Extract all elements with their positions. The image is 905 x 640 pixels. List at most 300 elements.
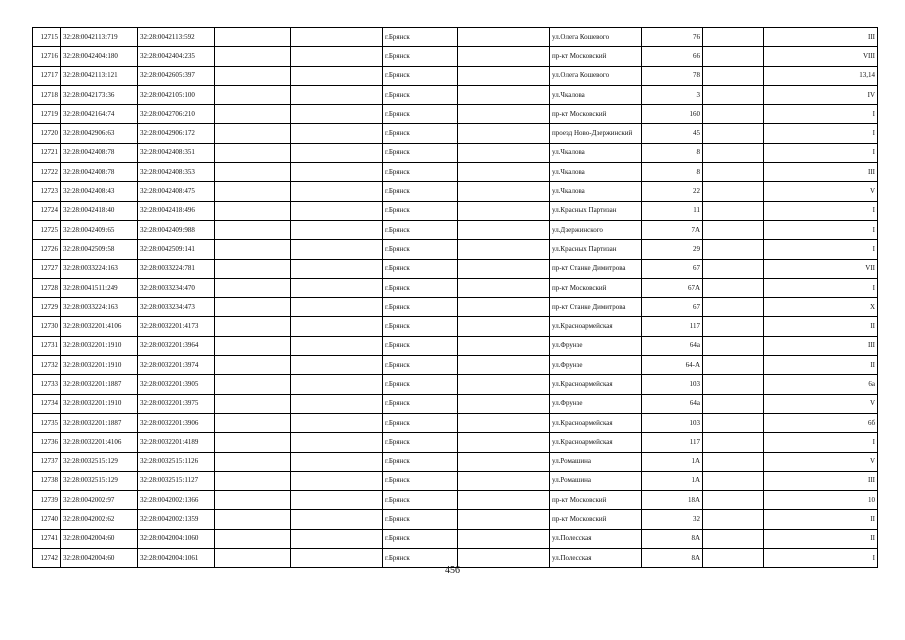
- cell-empty: [458, 336, 550, 355]
- cell-house-number: 103: [642, 375, 703, 394]
- cell-parcel-cadastral-number: 32:28:0042002:97: [61, 491, 138, 510]
- cell-street: пр-кт Московский: [550, 105, 642, 124]
- cell-empty: [458, 452, 550, 471]
- cell-empty: [458, 124, 550, 143]
- cell-object-cadastral-number: 32:28:0042404:235: [138, 47, 215, 66]
- cell-empty: [703, 413, 764, 432]
- cell-empty: [458, 163, 550, 182]
- cell-empty: [291, 163, 383, 182]
- cell-record-number: 12737: [33, 452, 61, 471]
- cell-house-number: 32: [642, 510, 703, 529]
- cell-empty: [291, 471, 383, 490]
- cell-empty: [458, 375, 550, 394]
- cell-house-number: 78: [642, 66, 703, 85]
- cell-city: г.Брянск: [383, 163, 458, 182]
- cell-premises-number: I: [764, 201, 878, 220]
- table-row: [33, 298, 878, 317]
- cell-city: г.Брянск: [383, 336, 458, 355]
- cell-object-cadastral-number: 32:28:0042408:351: [138, 143, 215, 162]
- cell-city: г.Брянск: [383, 85, 458, 104]
- cell-parcel-cadastral-number: 32:28:0032201:4106: [61, 433, 138, 452]
- cell-object-cadastral-number: 32:28:0042409:988: [138, 220, 215, 239]
- cell-parcel-cadastral-number: 32:28:0042408:78: [61, 143, 138, 162]
- cell-object-cadastral-number: 32:28:0042004:1060: [138, 529, 215, 548]
- cell-record-number: 12734: [33, 394, 61, 413]
- cell-premises-number: X: [764, 298, 878, 317]
- table-row: [33, 220, 878, 239]
- cell-parcel-cadastral-number: 32:28:0032201:1910: [61, 336, 138, 355]
- cell-record-number: 12741: [33, 529, 61, 548]
- cell-street: ул.Красноармейская: [550, 375, 642, 394]
- cell-street: ул.Дзержинского: [550, 220, 642, 239]
- cell-street: ул.Чкалова: [550, 182, 642, 201]
- cell-premises-number: I: [764, 124, 878, 143]
- cell-empty: [703, 529, 764, 548]
- cell-empty: [703, 298, 764, 317]
- cell-premises-number: II: [764, 529, 878, 548]
- cell-empty: [291, 85, 383, 104]
- cell-object-cadastral-number: 32:28:0032201:3905: [138, 375, 215, 394]
- cell-house-number: 22: [642, 182, 703, 201]
- table-row: [33, 47, 878, 66]
- cell-empty: [458, 182, 550, 201]
- cell-object-cadastral-number: 32:28:0042418:496: [138, 201, 215, 220]
- cell-street: пр-кт Станке Димитрова: [550, 259, 642, 278]
- cell-empty: [703, 510, 764, 529]
- cell-premises-number: II: [764, 510, 878, 529]
- cell-empty: [215, 240, 291, 259]
- cell-object-cadastral-number: 32:28:0042004:1061: [138, 549, 215, 568]
- cell-empty: [703, 259, 764, 278]
- cell-object-cadastral-number: 32:28:0032201:3906: [138, 413, 215, 432]
- cell-city: г.Брянск: [383, 143, 458, 162]
- cell-record-number: 12733: [33, 375, 61, 394]
- cell-house-number: 117: [642, 433, 703, 452]
- cell-record-number: 12742: [33, 549, 61, 568]
- cell-empty: [458, 143, 550, 162]
- cell-object-cadastral-number: 32:28:0042113:592: [138, 28, 215, 47]
- cell-empty: [458, 298, 550, 317]
- cell-street: ул.Чкалова: [550, 85, 642, 104]
- cell-city: г.Брянск: [383, 259, 458, 278]
- cell-house-number: 117: [642, 317, 703, 336]
- cell-empty: [291, 47, 383, 66]
- cell-empty: [291, 356, 383, 375]
- cell-parcel-cadastral-number: 32:28:0042173:36: [61, 85, 138, 104]
- cell-empty: [703, 240, 764, 259]
- cell-empty: [458, 240, 550, 259]
- cell-parcel-cadastral-number: 32:28:0032515:129: [61, 471, 138, 490]
- cell-empty: [291, 317, 383, 336]
- cell-empty: [291, 105, 383, 124]
- cell-empty: [215, 471, 291, 490]
- cell-street: пр-кт Московский: [550, 278, 642, 297]
- cell-empty: [703, 356, 764, 375]
- table-row: [33, 259, 878, 278]
- cell-house-number: 64а: [642, 394, 703, 413]
- cell-empty: [215, 278, 291, 297]
- cell-empty: [703, 163, 764, 182]
- cell-record-number: 12719: [33, 105, 61, 124]
- cell-street: ул.Красных Партизан: [550, 240, 642, 259]
- cell-empty: [458, 510, 550, 529]
- cell-object-cadastral-number: 32:28:0042906:172: [138, 124, 215, 143]
- cell-parcel-cadastral-number: 32:28:0042408:78: [61, 163, 138, 182]
- cell-empty: [215, 143, 291, 162]
- cell-house-number: 8: [642, 163, 703, 182]
- cell-record-number: 12721: [33, 143, 61, 162]
- cell-empty: [291, 298, 383, 317]
- table-row: [33, 317, 878, 336]
- cell-parcel-cadastral-number: 32:28:0042906:63: [61, 124, 138, 143]
- cell-parcel-cadastral-number: 32:28:0042404:180: [61, 47, 138, 66]
- cell-empty: [215, 433, 291, 452]
- cell-parcel-cadastral-number: 32:28:0041511:249: [61, 278, 138, 297]
- table-row: [33, 201, 878, 220]
- cell-object-cadastral-number: 32:28:0042002:1366: [138, 491, 215, 510]
- cell-house-number: 7А: [642, 220, 703, 239]
- table-row: [33, 394, 878, 413]
- table-row: [33, 413, 878, 432]
- cell-empty: [703, 143, 764, 162]
- cell-house-number: 103: [642, 413, 703, 432]
- cell-empty: [291, 143, 383, 162]
- cell-empty: [458, 201, 550, 220]
- cell-premises-number: III: [764, 163, 878, 182]
- cell-premises-number: I: [764, 220, 878, 239]
- cell-empty: [458, 433, 550, 452]
- cell-empty: [291, 182, 383, 201]
- cell-premises-number: I: [764, 549, 878, 568]
- cell-empty: [703, 394, 764, 413]
- cell-empty: [458, 471, 550, 490]
- cell-empty: [291, 240, 383, 259]
- cell-premises-number: I: [764, 143, 878, 162]
- page-number: 456: [445, 565, 460, 576]
- cell-empty: [458, 66, 550, 85]
- cell-empty: [291, 452, 383, 471]
- cell-empty: [703, 317, 764, 336]
- cell-street: ул.Полесская: [550, 549, 642, 568]
- cell-empty: [458, 85, 550, 104]
- cell-empty: [291, 124, 383, 143]
- cell-empty: [703, 375, 764, 394]
- cell-house-number: 11: [642, 201, 703, 220]
- cell-empty: [215, 66, 291, 85]
- table-row: [33, 240, 878, 259]
- cell-empty: [291, 201, 383, 220]
- cell-empty: [215, 413, 291, 432]
- cell-parcel-cadastral-number: 32:28:0042113:121: [61, 66, 138, 85]
- cell-record-number: 12715: [33, 28, 61, 47]
- cell-house-number: 1А: [642, 452, 703, 471]
- cell-empty: [458, 278, 550, 297]
- cell-empty: [703, 220, 764, 239]
- cell-empty: [703, 471, 764, 490]
- cell-house-number: 66: [642, 47, 703, 66]
- table-row: [33, 124, 878, 143]
- table-row: [33, 471, 878, 490]
- cell-city: г.Брянск: [383, 471, 458, 490]
- cell-empty: [458, 28, 550, 47]
- cell-empty: [458, 356, 550, 375]
- registry-table: [32, 27, 878, 568]
- cell-record-number: 12722: [33, 163, 61, 182]
- cell-street: ул.Красных Партизан: [550, 201, 642, 220]
- cell-premises-number: III: [764, 471, 878, 490]
- cell-empty: [291, 491, 383, 510]
- registry-rows: [33, 28, 878, 568]
- cell-parcel-cadastral-number: 32:28:0032201:1910: [61, 394, 138, 413]
- cell-empty: [458, 317, 550, 336]
- cell-city: г.Брянск: [383, 278, 458, 297]
- cell-empty: [215, 47, 291, 66]
- cell-street: ул.Ромашина: [550, 452, 642, 471]
- table-row: [33, 375, 878, 394]
- cell-street: пр-кт Московский: [550, 510, 642, 529]
- cell-empty: [703, 47, 764, 66]
- table-row: [33, 28, 878, 47]
- cell-empty: [215, 491, 291, 510]
- cell-street: ул.Олега Кошевого: [550, 66, 642, 85]
- cell-record-number: 12735: [33, 413, 61, 432]
- cell-city: г.Брянск: [383, 375, 458, 394]
- cell-object-cadastral-number: 32:28:0032201:3964: [138, 336, 215, 355]
- cell-premises-number: I: [764, 433, 878, 452]
- cell-city: г.Брянск: [383, 356, 458, 375]
- cell-empty: [215, 85, 291, 104]
- cell-empty: [215, 124, 291, 143]
- cell-record-number: 12731: [33, 336, 61, 355]
- cell-record-number: 12716: [33, 47, 61, 66]
- cell-street: ул.Ромашина: [550, 471, 642, 490]
- cell-street: ул.Олега Кошевого: [550, 28, 642, 47]
- cell-parcel-cadastral-number: 32:28:0032201:4106: [61, 317, 138, 336]
- cell-house-number: 8А: [642, 549, 703, 568]
- cell-parcel-cadastral-number: 32:28:0042002:62: [61, 510, 138, 529]
- cell-street: пр-кт Московский: [550, 491, 642, 510]
- cell-city: г.Брянск: [383, 28, 458, 47]
- cell-object-cadastral-number: 32:28:0033234:470: [138, 278, 215, 297]
- cell-record-number: 12736: [33, 433, 61, 452]
- cell-empty: [291, 433, 383, 452]
- table-row: [33, 510, 878, 529]
- cell-premises-number: I: [764, 240, 878, 259]
- cell-object-cadastral-number: 32:28:0042002:1359: [138, 510, 215, 529]
- cell-parcel-cadastral-number: 32:28:0032201:1887: [61, 413, 138, 432]
- cell-house-number: 64-А: [642, 356, 703, 375]
- cell-record-number: 12728: [33, 278, 61, 297]
- cell-premises-number: V: [764, 452, 878, 471]
- cell-empty: [215, 105, 291, 124]
- cell-empty: [458, 413, 550, 432]
- cell-street: ул.Красноармейская: [550, 413, 642, 432]
- cell-empty: [215, 163, 291, 182]
- cell-record-number: 12729: [33, 298, 61, 317]
- cell-premises-number: V: [764, 182, 878, 201]
- cell-premises-number: VII: [764, 259, 878, 278]
- cell-record-number: 12726: [33, 240, 61, 259]
- cell-record-number: 12725: [33, 220, 61, 239]
- cell-empty: [215, 336, 291, 355]
- cell-object-cadastral-number: 32:28:0032201:3974: [138, 356, 215, 375]
- cell-object-cadastral-number: 32:28:0032515:1127: [138, 471, 215, 490]
- cell-parcel-cadastral-number: 32:28:0042509:58: [61, 240, 138, 259]
- cell-object-cadastral-number: 32:28:0032201:3975: [138, 394, 215, 413]
- cell-premises-number: III: [764, 28, 878, 47]
- table-row: [33, 278, 878, 297]
- cell-object-cadastral-number: 32:28:0042408:475: [138, 182, 215, 201]
- cell-empty: [215, 510, 291, 529]
- cell-city: г.Брянск: [383, 240, 458, 259]
- cell-city: г.Брянск: [383, 510, 458, 529]
- cell-empty: [291, 259, 383, 278]
- cell-street: ул.Красноармейская: [550, 433, 642, 452]
- cell-empty: [291, 413, 383, 432]
- cell-parcel-cadastral-number: 32:28:0042004:60: [61, 549, 138, 568]
- cell-empty: [703, 105, 764, 124]
- cell-object-cadastral-number: 32:28:0033234:473: [138, 298, 215, 317]
- cell-premises-number: I: [764, 105, 878, 124]
- cell-object-cadastral-number: 32:28:0042105:100: [138, 85, 215, 104]
- cell-city: г.Брянск: [383, 201, 458, 220]
- table-row: [33, 452, 878, 471]
- cell-record-number: 12724: [33, 201, 61, 220]
- cell-premises-number: 6б: [764, 413, 878, 432]
- cell-empty: [458, 491, 550, 510]
- cell-street: пр-кт Станке Димитрова: [550, 298, 642, 317]
- cell-empty: [458, 394, 550, 413]
- cell-city: г.Брянск: [383, 298, 458, 317]
- cell-empty: [215, 317, 291, 336]
- table-row: [33, 85, 878, 104]
- table-row: [33, 433, 878, 452]
- cell-empty: [291, 529, 383, 548]
- table-row: [33, 356, 878, 375]
- cell-house-number: 67А: [642, 278, 703, 297]
- cell-parcel-cadastral-number: 32:28:0042113:719: [61, 28, 138, 47]
- cell-street: ул.Полесская: [550, 529, 642, 548]
- cell-empty: [291, 375, 383, 394]
- cell-premises-number: VIII: [764, 47, 878, 66]
- cell-empty: [703, 124, 764, 143]
- cell-house-number: 160: [642, 105, 703, 124]
- cell-record-number: 12720: [33, 124, 61, 143]
- cell-city: г.Брянск: [383, 317, 458, 336]
- cell-premises-number: II: [764, 356, 878, 375]
- cell-empty: [703, 85, 764, 104]
- table-row: [33, 105, 878, 124]
- cell-object-cadastral-number: 32:28:0042605:397: [138, 66, 215, 85]
- cell-empty: [703, 278, 764, 297]
- cell-object-cadastral-number: 32:28:0042706:210: [138, 105, 215, 124]
- table-row: [33, 529, 878, 548]
- cell-empty: [215, 452, 291, 471]
- cell-parcel-cadastral-number: 32:28:0042409:65: [61, 220, 138, 239]
- cell-city: г.Брянск: [383, 124, 458, 143]
- cell-empty: [458, 529, 550, 548]
- cell-premises-number: 6а: [764, 375, 878, 394]
- cell-city: г.Брянск: [383, 529, 458, 548]
- cell-house-number: 8А: [642, 529, 703, 548]
- cell-empty: [703, 28, 764, 47]
- cell-house-number: 76: [642, 28, 703, 47]
- cell-city: г.Брянск: [383, 433, 458, 452]
- cell-street: ул.Фрунзе: [550, 356, 642, 375]
- cell-parcel-cadastral-number: 32:28:0033224:163: [61, 259, 138, 278]
- cell-parcel-cadastral-number: 32:28:0033224:163: [61, 298, 138, 317]
- cell-record-number: 12739: [33, 491, 61, 510]
- cell-street: ул.Фрунзе: [550, 394, 642, 413]
- table-row: [33, 66, 878, 85]
- cell-record-number: 12738: [33, 471, 61, 490]
- cell-city: г.Брянск: [383, 549, 458, 568]
- cell-house-number: 8: [642, 143, 703, 162]
- cell-house-number: 45: [642, 124, 703, 143]
- cell-empty: [215, 259, 291, 278]
- cell-record-number: 12740: [33, 510, 61, 529]
- cell-record-number: 12718: [33, 85, 61, 104]
- cell-street: ул.Красноармейская: [550, 317, 642, 336]
- cell-parcel-cadastral-number: 32:28:0032201:1887: [61, 375, 138, 394]
- cell-house-number: 67: [642, 298, 703, 317]
- cell-street: проезд Ново-Дзержинский: [550, 124, 642, 143]
- cell-record-number: 12727: [33, 259, 61, 278]
- cell-empty: [215, 529, 291, 548]
- cell-street: ул.Фрунзе: [550, 336, 642, 355]
- cell-premises-number: I: [764, 278, 878, 297]
- cell-house-number: 1А: [642, 471, 703, 490]
- cell-empty: [458, 259, 550, 278]
- cell-empty: [703, 336, 764, 355]
- cell-house-number: 18А: [642, 491, 703, 510]
- cell-parcel-cadastral-number: 32:28:0032201:1910: [61, 356, 138, 375]
- cell-empty: [703, 452, 764, 471]
- cell-object-cadastral-number: 32:28:0032201:4189: [138, 433, 215, 452]
- cell-empty: [215, 394, 291, 413]
- cell-street: ул.Чкалова: [550, 163, 642, 182]
- table-row: [33, 491, 878, 510]
- cell-city: г.Брянск: [383, 491, 458, 510]
- cell-object-cadastral-number: 32:28:0032515:1126: [138, 452, 215, 471]
- cell-empty: [291, 220, 383, 239]
- table-row: [33, 143, 878, 162]
- cell-parcel-cadastral-number: 32:28:0042164:74: [61, 105, 138, 124]
- cell-empty: [215, 28, 291, 47]
- cell-city: г.Брянск: [383, 182, 458, 201]
- cell-empty: [215, 220, 291, 239]
- cell-empty: [215, 201, 291, 220]
- cell-empty: [458, 47, 550, 66]
- cell-premises-number: II: [764, 317, 878, 336]
- cell-record-number: 12717: [33, 66, 61, 85]
- cell-premises-number: 13,14: [764, 66, 878, 85]
- table-row: [33, 163, 878, 182]
- cell-street: пр-кт Московский: [550, 47, 642, 66]
- cell-empty: [215, 182, 291, 201]
- cell-parcel-cadastral-number: 32:28:0042418:40: [61, 201, 138, 220]
- cell-empty: [703, 491, 764, 510]
- cell-house-number: 3: [642, 85, 703, 104]
- cell-city: г.Брянск: [383, 452, 458, 471]
- table-row: [33, 336, 878, 355]
- cell-object-cadastral-number: 32:28:0042509:141: [138, 240, 215, 259]
- cell-object-cadastral-number: 32:28:0033224:781: [138, 259, 215, 278]
- cell-city: г.Брянск: [383, 66, 458, 85]
- cell-premises-number: 10: [764, 491, 878, 510]
- cell-city: г.Брянск: [383, 47, 458, 66]
- cell-house-number: 29: [642, 240, 703, 259]
